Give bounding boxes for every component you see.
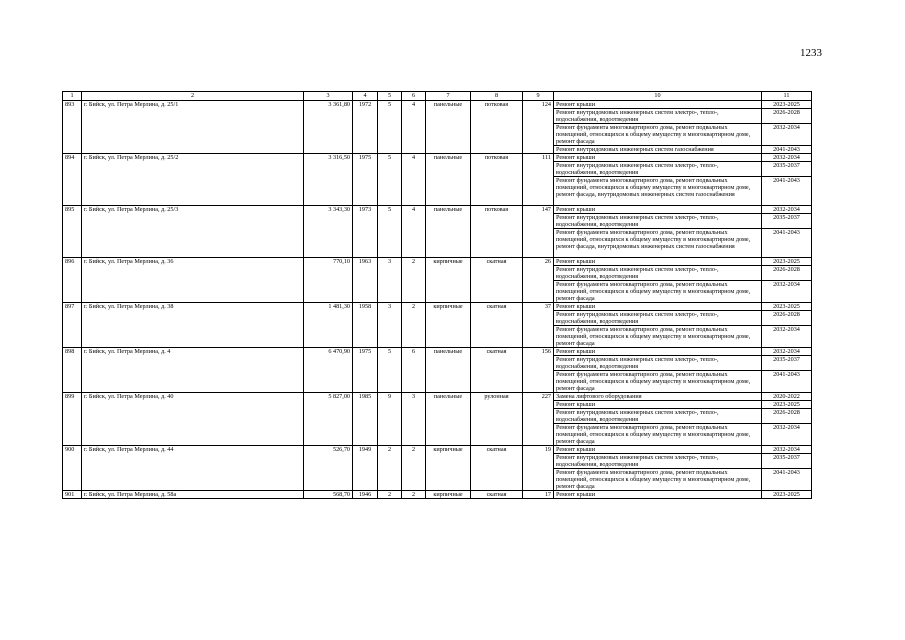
wall-material: кирпичные	[426, 303, 471, 348]
resident-count: 111	[523, 154, 554, 206]
wall-material: панельные	[426, 101, 471, 154]
repair-period: 2041-2043	[762, 371, 812, 393]
repair-period: 2032-2034	[762, 424, 812, 446]
building-area: 6 470,90	[304, 348, 353, 393]
building-address: г. Бийск, ул. Петра Мерлина, д. 40	[82, 393, 304, 446]
repair-work: Ремонт внутридомовых инженерных систем электро-, тепло-, водоснабжения, водоотведения	[554, 454, 762, 469]
repair-period: 2020-2022	[762, 393, 812, 401]
repair-work: Ремонт фундамента многоквартирного дома, ремонт подвальных помещений, относящихся к общему имуществу в многоквартирном доме, ремонт фасада	[554, 281, 762, 303]
table-row	[63, 348, 812, 356]
repair-period: 2023-2025	[762, 491, 812, 499]
repair-period: 2035-2037	[762, 214, 812, 229]
repair-work: Ремонт крыши	[554, 154, 762, 162]
building-number: 901	[63, 491, 82, 499]
resident-count: 147	[523, 206, 554, 258]
repair-work: Ремонт фундамента многоквартирного дома, ремонт подвальных помещений, относящихся к общему имуществу в многоквартирном доме, ремонт фасада	[554, 124, 762, 146]
building-number: 899	[63, 393, 82, 446]
building-number: 895	[63, 206, 82, 258]
build-year: 1958	[353, 303, 378, 348]
repair-work: Ремонт крыши	[554, 348, 762, 356]
column-number: 4	[353, 92, 378, 101]
build-year: 1963	[353, 258, 378, 303]
repair-period: 2026-2028	[762, 409, 812, 424]
repair-work: Ремонт фундамента многоквартирного дома, ремонт подвальных помещений, относящихся к общему имуществу в многоквартирном доме, ремонт фасада	[554, 469, 762, 491]
repair-period: 2023-2025	[762, 303, 812, 311]
repair-work: Ремонт фундамента многоквартирного дома, ремонт подвальных помещений, относящихся к общему имуществу в многоквартирном доме, ремонт фасада	[554, 326, 762, 348]
building-address: г. Бийск, ул. Петра Мерлина, д. 25/2	[82, 154, 304, 206]
repair-work: Ремонт крыши	[554, 258, 762, 266]
floor-count: 5	[378, 206, 402, 258]
repair-period: 2032-2034	[762, 154, 812, 162]
building-number: 893	[63, 101, 82, 154]
resident-count: 37	[523, 303, 554, 348]
resident-count: 156	[523, 348, 554, 393]
repair-period: 2032-2034	[762, 446, 812, 454]
entrance-count: 2	[402, 446, 426, 491]
build-year: 1949	[353, 446, 378, 491]
repair-period: 2026-2028	[762, 311, 812, 326]
building-number: 894	[63, 154, 82, 206]
resident-count: 124	[523, 101, 554, 154]
repair-period: 2023-2025	[762, 258, 812, 266]
page-number: 1233	[800, 47, 822, 59]
entrance-count: 4	[402, 154, 426, 206]
repair-work: Ремонт фундамента многоквартирного дома, ремонт подвальных помещений, относящихся к общему имуществу в многоквартирном доме, ремонт фасада, внутридомовых инженерных систем газоснабжения	[554, 229, 762, 258]
capital-repair-table	[62, 91, 812, 499]
repair-period: 2035-2037	[762, 356, 812, 371]
entrance-count: 2	[402, 491, 426, 499]
building-address: г. Бийск, ул. Петра Мерлина, д. 38	[82, 303, 304, 348]
repair-work: Ремонт фундамента многоквартирного дома, ремонт подвальных помещений, относящихся к общему имуществу в многоквартирном доме, ремонт фасада	[554, 371, 762, 393]
repair-period: 2041-2043	[762, 469, 812, 491]
building-area: 568,70	[304, 491, 353, 499]
entrance-count: 4	[402, 101, 426, 154]
repair-period: 2023-2025	[762, 401, 812, 409]
repair-work: Ремонт крыши	[554, 101, 762, 109]
column-number: 5	[378, 92, 402, 101]
building-area: 1 481,30	[304, 303, 353, 348]
roof-type: скатная	[471, 303, 523, 348]
repair-work: Ремонт внутридомовых инженерных систем электро-, тепло-, водоснабжения, водоотведения	[554, 266, 762, 281]
table-row	[63, 491, 812, 499]
repair-work: Замена лифтового оборудования	[554, 393, 762, 401]
entrance-count: 2	[402, 303, 426, 348]
column-number: 1	[63, 92, 82, 101]
wall-material: панельные	[426, 154, 471, 206]
wall-material: кирпичные	[426, 446, 471, 491]
repair-period: 2032-2034	[762, 281, 812, 303]
repair-period: 2032-2034	[762, 326, 812, 348]
building-address: г. Бийск, ул. Петра Мерлина, д. 36	[82, 258, 304, 303]
repair-work: Ремонт крыши	[554, 303, 762, 311]
roof-type: скатная	[471, 446, 523, 491]
column-number: 6	[402, 92, 426, 101]
repair-work: Ремонт внутридомовых инженерных систем электро-, тепло-, водоснабжения, водоотведения	[554, 162, 762, 177]
wall-material: панельные	[426, 206, 471, 258]
roof-type: потковая	[471, 206, 523, 258]
entrance-count: 3	[402, 393, 426, 446]
floor-count: 5	[378, 101, 402, 154]
repair-period: 2032-2034	[762, 206, 812, 214]
resident-count: 17	[523, 491, 554, 499]
building-number: 897	[63, 303, 82, 348]
column-number: 7	[426, 92, 471, 101]
repair-work: Ремонт внутридомовых инженерных систем электро-, тепло-, водоснабжения, водоотведения	[554, 356, 762, 371]
repair-period: 2035-2037	[762, 162, 812, 177]
repair-period: 2026-2028	[762, 109, 812, 124]
resident-count: 26	[523, 258, 554, 303]
building-number: 898	[63, 348, 82, 393]
building-area: 3 343,30	[304, 206, 353, 258]
repair-work: Ремонт крыши	[554, 446, 762, 454]
floor-count: 9	[378, 393, 402, 446]
building-area: 3 316,50	[304, 154, 353, 206]
table-row	[63, 154, 812, 162]
column-number-row	[63, 92, 812, 101]
floor-count: 3	[378, 258, 402, 303]
building-address: г. Бийск, ул. Петра Мерлина, д. 25/1	[82, 101, 304, 154]
building-area: 770,10	[304, 258, 353, 303]
wall-material: кирпичные	[426, 258, 471, 303]
repair-work: Ремонт крыши	[554, 491, 762, 499]
repair-period: 2023-2025	[762, 101, 812, 109]
repair-work: Ремонт крыши	[554, 206, 762, 214]
table-row	[63, 258, 812, 266]
repair-period: 2041-2043	[762, 146, 812, 154]
wall-material: кирпичные	[426, 491, 471, 499]
repair-work: Ремонт внутридомовых инженерных систем газоснабжения	[554, 146, 762, 154]
building-address: г. Бийск, ул. Петра Мерлина, д. 25/3	[82, 206, 304, 258]
repair-work: Ремонт внутридомовых инженерных систем электро-, тепло-, водоснабжения, водоотведения	[554, 311, 762, 326]
floor-count: 3	[378, 303, 402, 348]
repair-period: 2032-2034	[762, 124, 812, 146]
repair-work: Ремонт крыши	[554, 401, 762, 409]
repair-period: 2032-2034	[762, 348, 812, 356]
entrance-count: 4	[402, 206, 426, 258]
roof-type: рулонная	[471, 393, 523, 446]
column-number: 9	[523, 92, 554, 101]
floor-count: 2	[378, 491, 402, 499]
build-year: 1975	[353, 154, 378, 206]
building-address: г. Бийск, ул. Петра Мерлина, д. 44	[82, 446, 304, 491]
building-area: 5 827,00	[304, 393, 353, 446]
build-year: 1972	[353, 101, 378, 154]
building-number: 896	[63, 258, 82, 303]
column-number: 8	[471, 92, 523, 101]
resident-count: 19	[523, 446, 554, 491]
repair-period: 2026-2028	[762, 266, 812, 281]
table-row	[63, 101, 812, 109]
floor-count: 5	[378, 154, 402, 206]
entrance-count: 2	[402, 258, 426, 303]
repair-work: Ремонт внутридомовых инженерных систем электро-, тепло-, водоснабжения, водоотведения	[554, 409, 762, 424]
table-row	[63, 206, 812, 214]
column-number: 11	[762, 92, 812, 101]
roof-type: потковая	[471, 101, 523, 154]
build-year: 1975	[353, 348, 378, 393]
table-row	[63, 446, 812, 454]
roof-type: скатная	[471, 491, 523, 499]
build-year: 1985	[353, 393, 378, 446]
building-area: 526,70	[304, 446, 353, 491]
repair-work: Ремонт фундамента многоквартирного дома, ремонт подвальных помещений, относящихся к общему имуществу в многоквартирном доме, ремонт фасада	[554, 424, 762, 446]
floor-count: 2	[378, 446, 402, 491]
column-number: 2	[82, 92, 304, 101]
repair-period: 2035-2037	[762, 454, 812, 469]
building-address: г. Бийск, ул. Петра Мерлина, д. 4	[82, 348, 304, 393]
build-year: 1946	[353, 491, 378, 499]
repair-work: Ремонт внутридомовых инженерных систем электро-, тепло-, водоснабжения, водоотведения	[554, 109, 762, 124]
resident-count: 227	[523, 393, 554, 446]
building-area: 3 361,80	[304, 101, 353, 154]
repair-period: 2041-2043	[762, 177, 812, 206]
wall-material: панельные	[426, 393, 471, 446]
repair-period: 2041-2043	[762, 229, 812, 258]
wall-material: панельные	[426, 348, 471, 393]
build-year: 1973	[353, 206, 378, 258]
building-address: г. Бийск, ул. Петра Мерлина, д. 58а	[82, 491, 304, 499]
building-number: 900	[63, 446, 82, 491]
table-row	[63, 303, 812, 311]
roof-type: скатная	[471, 258, 523, 303]
floor-count: 5	[378, 348, 402, 393]
column-number: 3	[304, 92, 353, 101]
repair-work: Ремонт внутридомовых инженерных систем электро-, тепло-, водоснабжения, водоотведения	[554, 214, 762, 229]
roof-type: потковая	[471, 154, 523, 206]
entrance-count: 6	[402, 348, 426, 393]
roof-type: скатная	[471, 348, 523, 393]
repair-work: Ремонт фундамента многоквартирного дома, ремонт подвальных помещений, относящихся к общему имуществу в многоквартирном доме, ремонт фасада, внутридомовых инженерных систем газоснабжения	[554, 177, 762, 206]
table-row	[63, 393, 812, 401]
column-number: 10	[554, 92, 762, 101]
